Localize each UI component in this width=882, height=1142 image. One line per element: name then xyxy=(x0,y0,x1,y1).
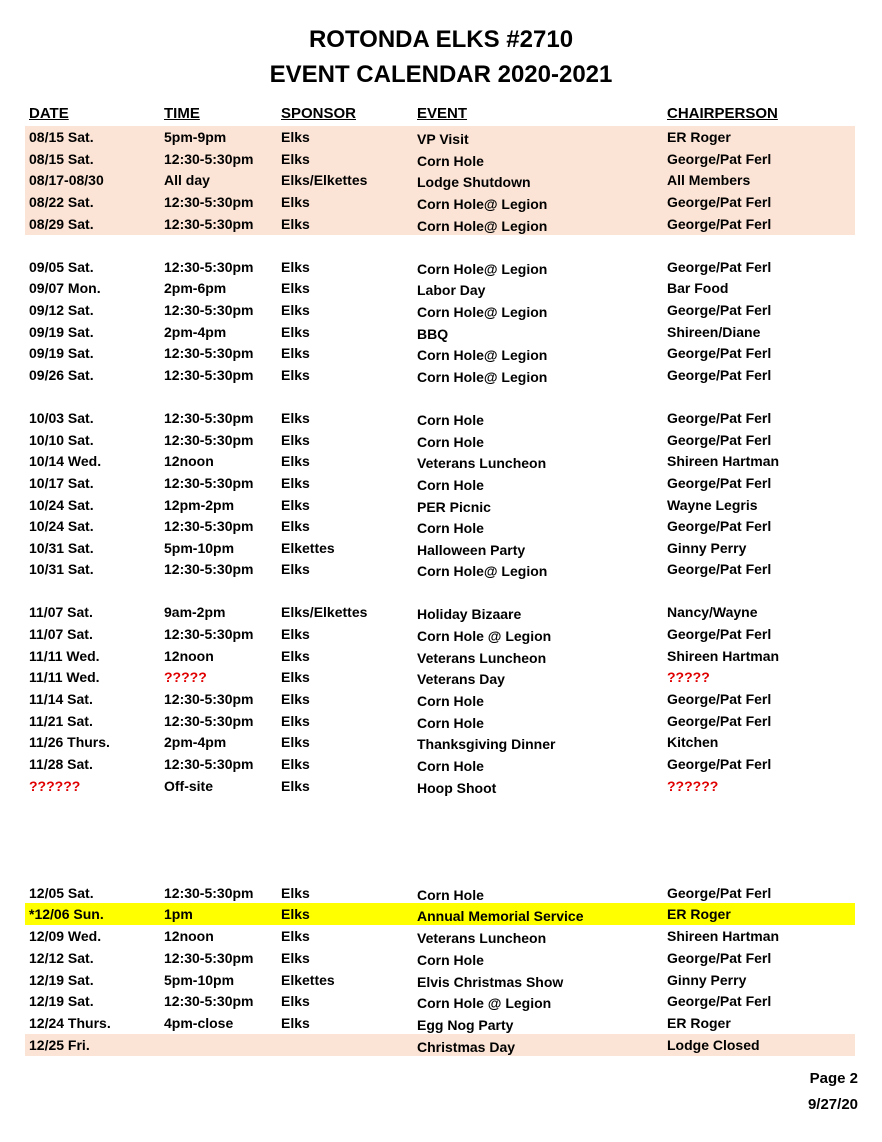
cell-time: 12:30-5:30pm xyxy=(164,302,254,318)
cell-date: 10/24 Sat. xyxy=(29,518,94,534)
cell-chairperson: Ginny Perry xyxy=(667,540,747,556)
table-row xyxy=(25,342,855,364)
cell-date: ?????? xyxy=(29,778,81,794)
cell-time: 12:30-5:30pm xyxy=(164,151,254,167)
cell-chairperson: George/Pat Ferl xyxy=(667,993,772,1009)
cell-sponsor: Elks xyxy=(281,885,310,901)
cell-sponsor: Elkettes xyxy=(281,972,335,988)
cell-date: 09/05 Sat. xyxy=(29,259,94,275)
cell-time: 12pm-2pm xyxy=(164,497,235,513)
cell-date: 08/17-08/30 xyxy=(29,172,104,188)
table-row xyxy=(25,731,855,753)
header-time: TIME xyxy=(164,105,200,122)
cell-chairperson: Wayne Legris xyxy=(667,497,758,513)
table-row xyxy=(25,537,855,559)
table-row xyxy=(25,277,855,299)
cell-time: 12:30-5:30pm xyxy=(164,885,254,901)
cell-time: All day xyxy=(164,172,210,188)
cell-time: 2pm-6pm xyxy=(164,280,227,296)
cell-event: Labor Day xyxy=(417,282,486,298)
cell-event: Corn Hole xyxy=(417,758,484,774)
cell-time: 4pm-close xyxy=(164,1015,234,1031)
header-sponsor: SPONSOR xyxy=(281,105,357,122)
cell-sponsor: Elks xyxy=(281,432,310,448)
table-row xyxy=(25,299,855,321)
cell-date: 09/26 Sat. xyxy=(29,367,94,383)
page-number: Page 2 xyxy=(809,1070,858,1087)
cell-chairperson: George/Pat Ferl xyxy=(667,302,772,318)
cell-event: Corn Hole xyxy=(417,952,484,968)
cell-sponsor: Elks xyxy=(281,1015,310,1031)
table-row xyxy=(25,169,855,191)
cell-date: 09/19 Sat. xyxy=(29,324,94,340)
cell-sponsor: Elks xyxy=(281,259,310,275)
cell-date: 11/11 Wed. xyxy=(29,648,100,664)
cell-chairperson: Ginny Perry xyxy=(667,972,747,988)
cell-event: Corn Hole xyxy=(417,153,484,169)
cell-sponsor: Elks xyxy=(281,367,310,383)
cell-sponsor: Elks xyxy=(281,497,310,513)
cell-time: 12:30-5:30pm xyxy=(164,626,254,642)
cell-sponsor: Elks xyxy=(281,216,310,232)
cell-time: 12:30-5:30pm xyxy=(164,561,254,577)
cell-chairperson: All Members xyxy=(667,172,751,188)
cell-time: 9am-2pm xyxy=(164,604,226,620)
cell-sponsor: Elks xyxy=(281,906,310,922)
cell-date: 09/07 Mon. xyxy=(29,280,101,296)
cell-event: Elvis Christmas Show xyxy=(417,974,564,990)
cell-sponsor: Elkettes xyxy=(281,540,335,556)
table-row xyxy=(25,321,855,343)
cell-time: 12:30-5:30pm xyxy=(164,475,254,491)
cell-time: Off-site xyxy=(164,778,213,794)
table-row xyxy=(25,645,855,667)
cell-chairperson: ?????? xyxy=(667,778,719,794)
cell-time: ????? xyxy=(164,669,207,685)
cell-time: 12:30-5:30pm xyxy=(164,194,254,210)
cell-event: Corn Hole xyxy=(417,434,484,450)
table-row xyxy=(25,126,855,148)
cell-sponsor: Elks xyxy=(281,691,310,707)
table-row xyxy=(25,688,855,710)
cell-chairperson: George/Pat Ferl xyxy=(667,561,772,577)
cell-chairperson: George/Pat Ferl xyxy=(667,410,772,426)
cell-chairperson: George/Pat Ferl xyxy=(667,259,772,275)
table-row xyxy=(25,601,855,623)
cell-event: Corn Hole xyxy=(417,477,484,493)
cell-time: 12:30-5:30pm xyxy=(164,993,254,1009)
cell-date: 11/28 Sat. xyxy=(29,756,93,772)
cell-sponsor: Elks xyxy=(281,129,310,145)
table-row xyxy=(25,753,855,775)
cell-event: Corn Hole @ Legion xyxy=(417,628,552,644)
cell-chairperson: George/Pat Ferl xyxy=(667,691,772,707)
cell-chairperson: Shireen Hartman xyxy=(667,453,780,469)
cell-chairperson: Shireen Hartman xyxy=(667,928,780,944)
cell-chairperson: ER Roger xyxy=(667,906,731,922)
cell-chairperson: George/Pat Ferl xyxy=(667,713,772,729)
table-row xyxy=(25,364,855,386)
cell-time: 12:30-5:30pm xyxy=(164,259,254,275)
cell-event: Veterans Day xyxy=(417,671,505,687)
cell-date: 12/25 Fri. xyxy=(29,1037,90,1053)
table-row xyxy=(25,256,855,278)
table-row xyxy=(25,882,855,904)
table-row xyxy=(25,903,855,925)
cell-date: 12/19 Sat. xyxy=(29,972,94,988)
cell-date: 09/19 Sat. xyxy=(29,345,94,361)
cell-event: Corn Hole xyxy=(417,715,484,731)
cell-chairperson: George/Pat Ferl xyxy=(667,475,772,491)
cell-date: *12/06 Sun. xyxy=(29,906,104,922)
cell-sponsor: Elks xyxy=(281,345,310,361)
table-row xyxy=(25,947,855,969)
cell-event: Corn Hole @ Legion xyxy=(417,995,552,1011)
cell-time: 12:30-5:30pm xyxy=(164,713,254,729)
cell-event: Corn Hole@ Legion xyxy=(417,304,548,320)
table-row xyxy=(25,710,855,732)
cell-chairperson: George/Pat Ferl xyxy=(667,885,772,901)
cell-time: 12:30-5:30pm xyxy=(164,518,254,534)
cell-event: VP Visit xyxy=(417,131,469,147)
cell-chairperson: Shireen/Diane xyxy=(667,324,761,340)
cell-time: 12:30-5:30pm xyxy=(164,950,254,966)
cell-event: Halloween Party xyxy=(417,542,526,558)
table-row xyxy=(25,213,855,235)
cell-time: 1pm xyxy=(164,906,193,922)
cell-chairperson: Shireen Hartman xyxy=(667,648,780,664)
cell-chairperson: Kitchen xyxy=(667,734,719,750)
cell-chairperson: George/Pat Ferl xyxy=(667,518,772,534)
cell-sponsor: Elks xyxy=(281,410,310,426)
cell-event: BBQ xyxy=(417,326,449,342)
cell-date: 11/21 Sat. xyxy=(29,713,93,729)
cell-sponsor: Elks/Elkettes xyxy=(281,172,368,188)
cell-sponsor: Elks xyxy=(281,626,310,642)
table-row xyxy=(25,429,855,451)
cell-time: 12:30-5:30pm xyxy=(164,345,254,361)
cell-chairperson: George/Pat Ferl xyxy=(667,950,772,966)
cell-date: 11/11 Wed. xyxy=(29,669,100,685)
cell-event: Corn Hole@ Legion xyxy=(417,261,548,277)
table-row xyxy=(25,1034,855,1056)
cell-sponsor: Elks xyxy=(281,648,310,664)
cell-event: Annual Memorial Service xyxy=(417,908,584,924)
cell-event: Corn Hole@ Legion xyxy=(417,218,548,234)
cell-event: Hoop Shoot xyxy=(417,780,497,796)
cell-date: 10/10 Sat. xyxy=(29,432,94,448)
table-row xyxy=(25,407,855,429)
cell-time: 12:30-5:30pm xyxy=(164,756,254,772)
table-row xyxy=(25,666,855,688)
cell-event: Veterans Luncheon xyxy=(417,455,547,471)
cell-sponsor: Elks xyxy=(281,756,310,772)
cell-time: 12:30-5:30pm xyxy=(164,410,254,426)
table-row xyxy=(25,558,855,580)
cell-time: 12:30-5:30pm xyxy=(164,691,254,707)
header-chairperson: CHAIRPERSON xyxy=(667,105,778,122)
cell-date: 12/09 Wed. xyxy=(29,928,102,944)
document-title: ROTONDA ELKS #2710 xyxy=(308,26,574,53)
cell-chairperson: Nancy/Wayne xyxy=(667,604,758,620)
cell-sponsor: Elks xyxy=(281,453,310,469)
cell-event: Corn Hole@ Legion xyxy=(417,196,548,212)
cell-date: 12/12 Sat. xyxy=(29,950,94,966)
cell-time: 12noon xyxy=(164,928,214,944)
cell-event: Veterans Luncheon xyxy=(417,650,547,666)
cell-event: Veterans Luncheon xyxy=(417,930,547,946)
cell-sponsor: Elks xyxy=(281,280,310,296)
table-row xyxy=(25,925,855,947)
cell-date: 11/26 Thurs. xyxy=(29,734,110,750)
cell-date: 10/14 Wed. xyxy=(29,453,102,469)
table-row xyxy=(25,494,855,516)
table-row xyxy=(25,990,855,1012)
cell-event: Holiday Bizaare xyxy=(417,606,522,622)
cell-sponsor: Elks/Elkettes xyxy=(281,604,368,620)
cell-chairperson: ER Roger xyxy=(667,129,731,145)
cell-date: 10/24 Sat. xyxy=(29,497,94,513)
table-row xyxy=(25,191,855,213)
cell-date: 10/31 Sat. xyxy=(29,561,94,577)
cell-event: Corn Hole xyxy=(417,412,484,428)
cell-chairperson: George/Pat Ferl xyxy=(667,151,772,167)
cell-event: Corn Hole xyxy=(417,693,484,709)
cell-date: 10/17 Sat. xyxy=(29,475,94,491)
cell-date: 11/07 Sat. xyxy=(29,604,93,620)
cell-time: 12noon xyxy=(164,648,214,664)
cell-chairperson: ????? xyxy=(667,669,710,685)
cell-sponsor: Elks xyxy=(281,518,310,534)
cell-event: Egg Nog Party xyxy=(417,1017,514,1033)
cell-chairperson: George/Pat Ferl xyxy=(667,345,772,361)
header-event: EVENT xyxy=(417,105,468,122)
cell-sponsor: Elks xyxy=(281,950,310,966)
document-subtitle: EVENT CALENDAR 2020-2021 xyxy=(269,61,613,88)
cell-date: 12/05 Sat. xyxy=(29,885,94,901)
cell-chairperson: George/Pat Ferl xyxy=(667,216,772,232)
footer-date: 9/27/20 xyxy=(807,1096,858,1113)
cell-sponsor: Elks xyxy=(281,778,310,794)
cell-date: 08/15 Sat. xyxy=(29,129,94,145)
cell-event: Corn Hole@ Legion xyxy=(417,347,548,363)
cell-time: 12noon xyxy=(164,453,214,469)
cell-event: Christmas Day xyxy=(417,1039,516,1055)
cell-chairperson: Bar Food xyxy=(667,280,729,296)
cell-time: 2pm-4pm xyxy=(164,324,227,340)
cell-chairperson: George/Pat Ferl xyxy=(667,367,772,383)
cell-chairperson: George/Pat Ferl xyxy=(667,432,772,448)
cell-chairperson: George/Pat Ferl xyxy=(667,194,772,210)
cell-sponsor: Elks xyxy=(281,561,310,577)
cell-date: 10/31 Sat. xyxy=(29,540,94,556)
table-row xyxy=(25,450,855,472)
cell-sponsor: Elks xyxy=(281,734,310,750)
cell-sponsor: Elks xyxy=(281,151,310,167)
cell-event: Corn Hole@ Legion xyxy=(417,369,548,385)
cell-chairperson: Lodge Closed xyxy=(667,1037,760,1053)
cell-chairperson: George/Pat Ferl xyxy=(667,626,772,642)
cell-event: PER Picnic xyxy=(417,499,491,515)
cell-sponsor: Elks xyxy=(281,928,310,944)
cell-date: 12/24 Thurs. xyxy=(29,1015,111,1031)
table-row xyxy=(25,515,855,537)
cell-chairperson: George/Pat Ferl xyxy=(667,756,772,772)
cell-sponsor: Elks xyxy=(281,993,310,1009)
cell-event: Thanksgiving Dinner xyxy=(417,736,556,752)
cell-time: 5pm-10pm xyxy=(164,972,235,988)
cell-sponsor: Elks xyxy=(281,669,310,685)
cell-date: 09/12 Sat. xyxy=(29,302,94,318)
cell-date: 08/29 Sat. xyxy=(29,216,94,232)
cell-time: 12:30-5:30pm xyxy=(164,432,254,448)
table-row xyxy=(25,775,855,797)
cell-date: 08/15 Sat. xyxy=(29,151,94,167)
cell-date: 11/14 Sat. xyxy=(29,691,93,707)
cell-event: Corn Hole@ Legion xyxy=(417,563,548,579)
cell-date: 11/07 Sat. xyxy=(29,626,93,642)
cell-event: Corn Hole xyxy=(417,520,484,536)
table-row xyxy=(25,623,855,645)
cell-date: 12/19 Sat. xyxy=(29,993,94,1009)
cell-sponsor: Elks xyxy=(281,194,310,210)
cell-sponsor: Elks xyxy=(281,302,310,318)
header-date: DATE xyxy=(29,105,69,122)
cell-date: 10/03 Sat. xyxy=(29,410,94,426)
cell-time: 5pm-9pm xyxy=(164,129,227,145)
cell-event: Corn Hole xyxy=(417,887,484,903)
cell-chairperson: ER Roger xyxy=(667,1015,731,1031)
cell-sponsor: Elks xyxy=(281,713,310,729)
cell-sponsor: Elks xyxy=(281,324,310,340)
cell-time: 2pm-4pm xyxy=(164,734,227,750)
table-row xyxy=(25,969,855,991)
cell-time: 12:30-5:30pm xyxy=(164,367,254,383)
cell-date: 08/22 Sat. xyxy=(29,194,94,210)
table-row xyxy=(25,472,855,494)
cell-event: Lodge Shutdown xyxy=(417,174,531,190)
cell-sponsor: Elks xyxy=(281,475,310,491)
cell-time: 12:30-5:30pm xyxy=(164,216,254,232)
cell-time: 5pm-10pm xyxy=(164,540,235,556)
table-row xyxy=(25,148,855,170)
table-row xyxy=(25,1012,855,1034)
